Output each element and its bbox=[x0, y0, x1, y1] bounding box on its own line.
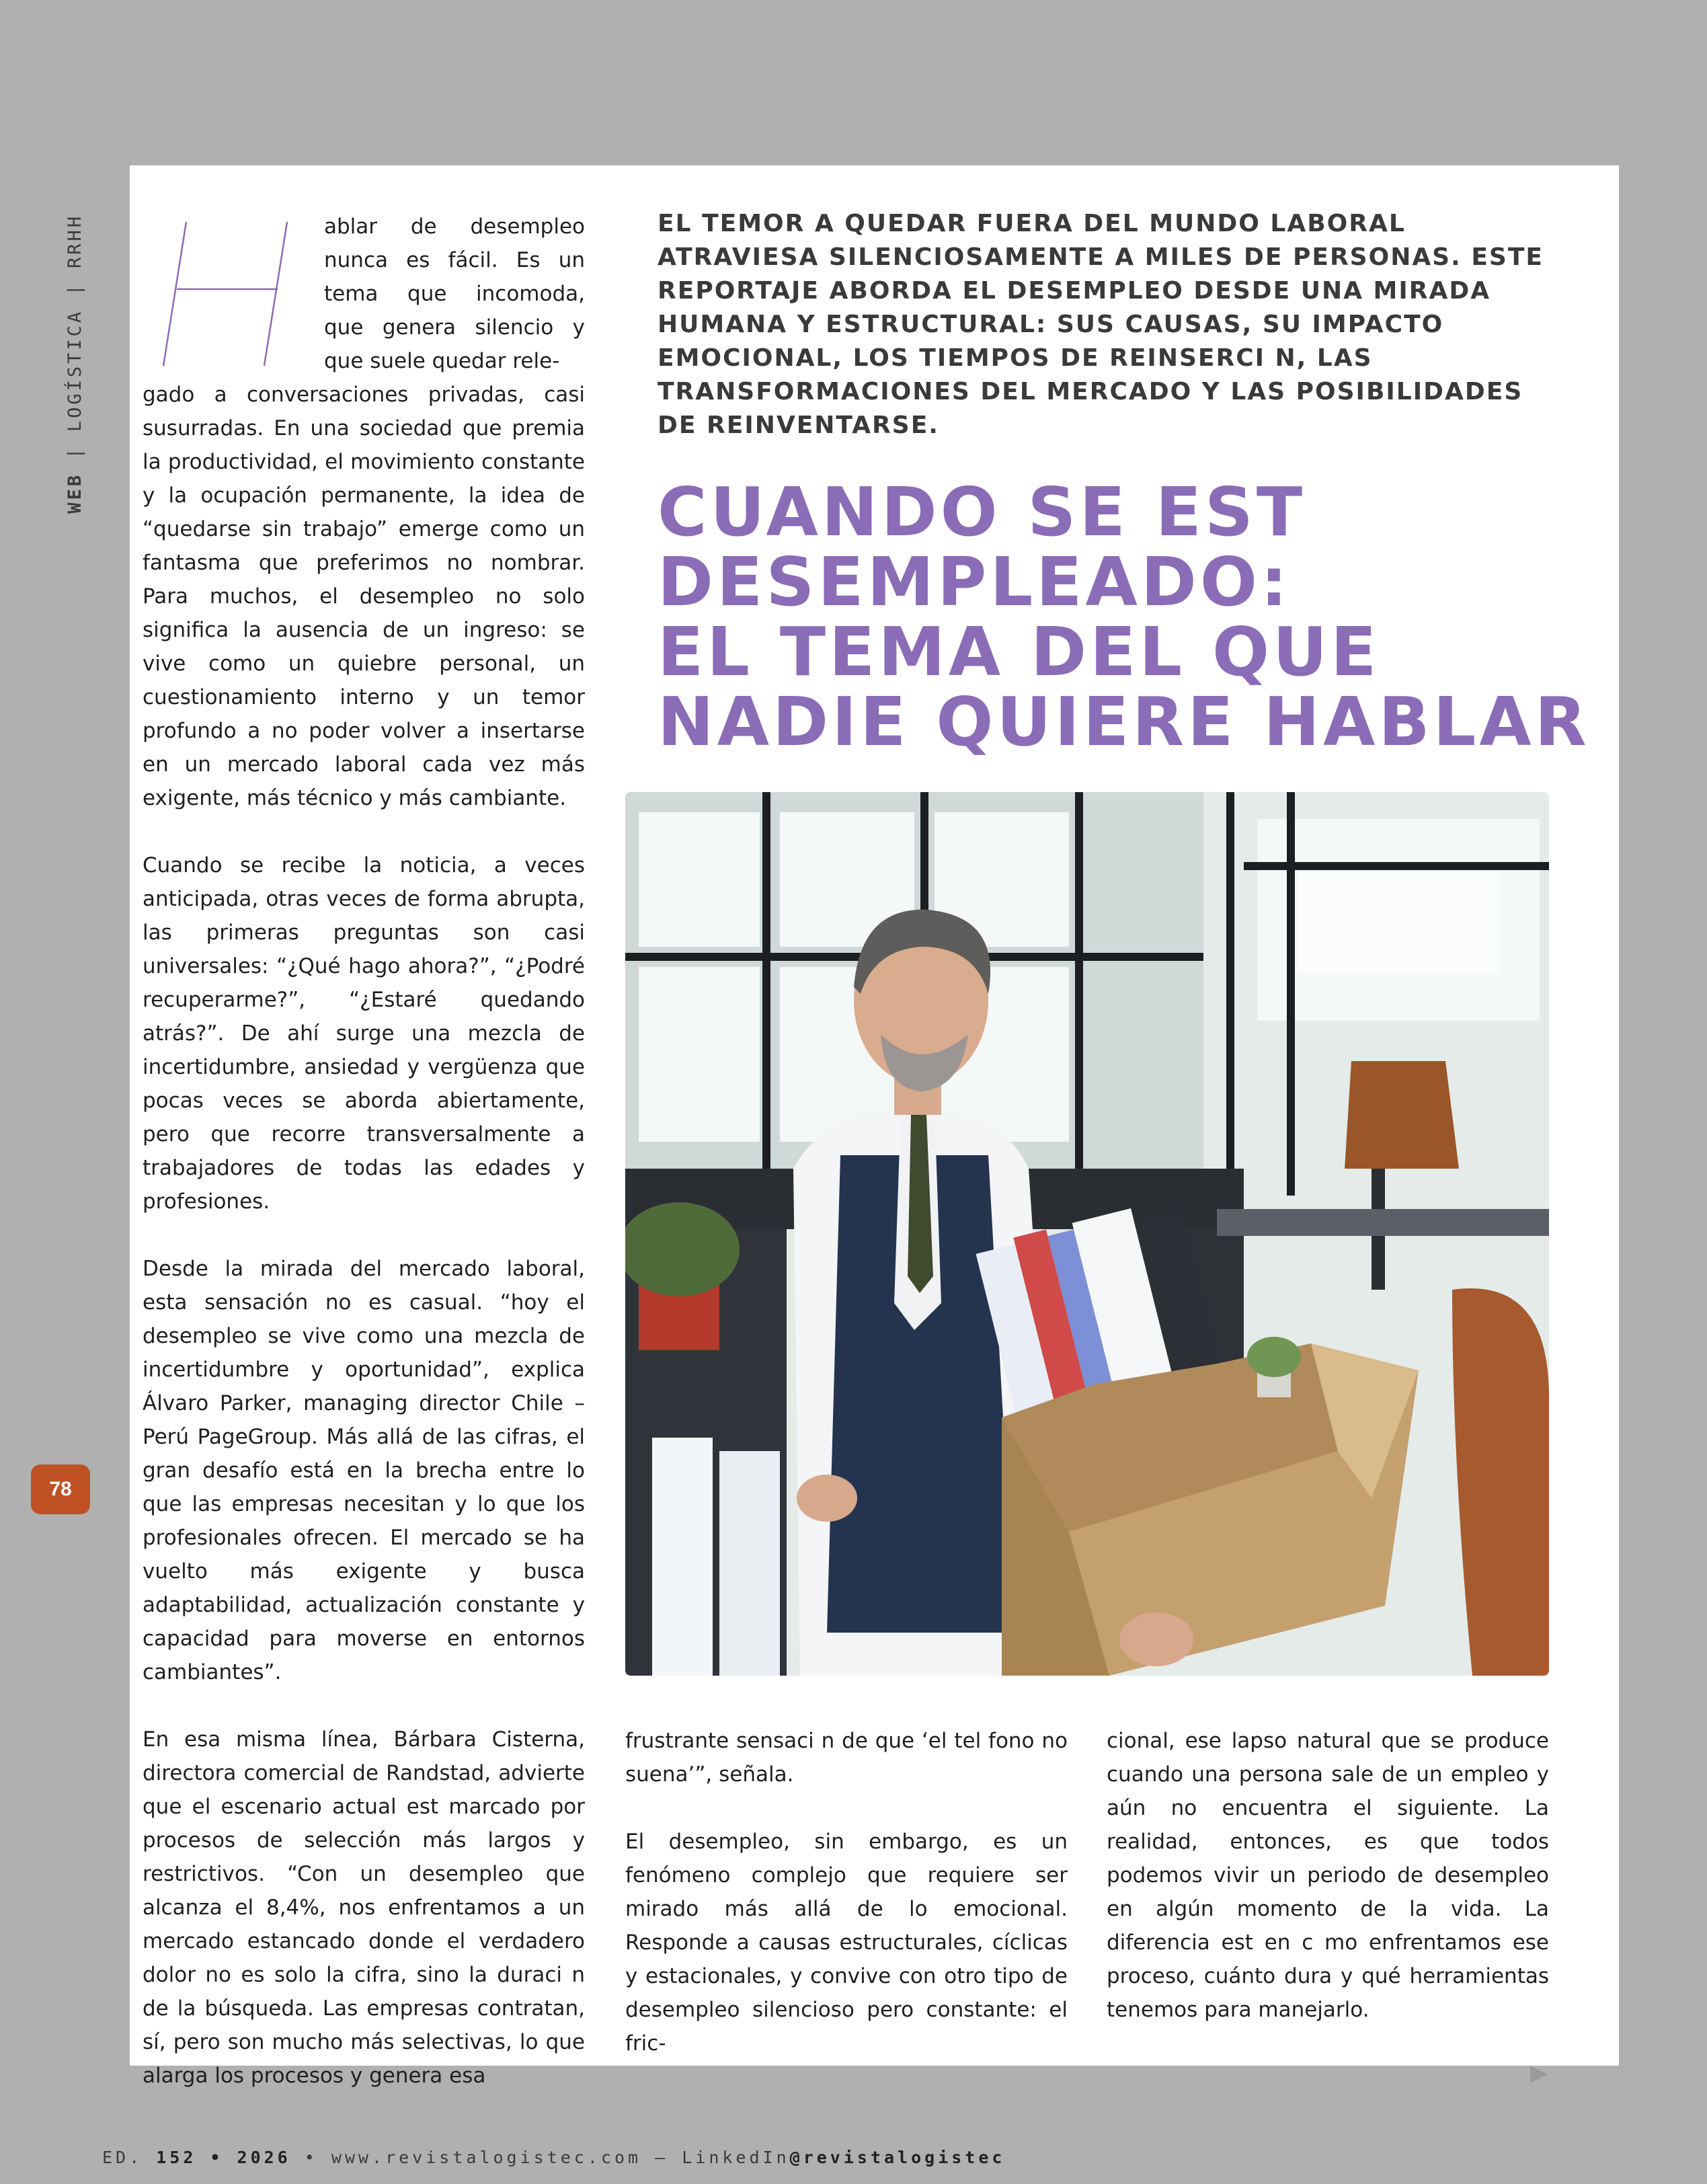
paragraph: Cuando se recibe la noticia, a veces anticipada, otras veces de forma abrupta, las primeras preguntas son casi universales: “¿Qué hago ahora?”, “¿Podré recuperarme?”, “¿Estaré quedando atrás?”. De ahí surge una mezcla de incertidumbre, ansiedad y vergüenza que pocas veces se aborda abiertamente, pero que recorre transversalmente a trabajadores de todas las edades y profesiones. bbox=[143, 853, 585, 1214]
section-web: WEB bbox=[65, 472, 85, 514]
headline-line: DESEMPLEADO: bbox=[658, 543, 1291, 621]
section-label bbox=[65, 214, 85, 514]
paragraph-intro-rest: gado a conversaciones privadas, casi susurradas. En una sociedad que premia la productividad, el movimiento constante y la ocupación permanente, la idea de “quedarse sin trabajo” emerge como un fantasma que preferimos no nombrar. Para muchos, el desempleo no solo significa la ausencia de un ingreso: se vive como un quiebre personal, un cuestionamiento interno y un temor profundo a no poder volver a insertarse en un mercado laboral cada vez más exigente, más técnico y más cambiante. bbox=[143, 383, 585, 810]
page-number-badge: 78 bbox=[31, 1465, 90, 1514]
paragraph: cional, ese lapso natural que se produce cuando una persona sale de un empleo y aún no encuentra el siguiente. La realidad, entonces, es que todos podemos vivir un periodo de desempleo en algún momento de la vida. La diferencia est en c mo enfrentamos ese proceso, cuánto dura y qué herramientas tenemos para manejarlo. bbox=[1107, 1729, 1549, 2022]
article-column-right bbox=[1107, 1724, 1549, 2027]
next-page-arrow-icon[interactable] bbox=[1530, 2066, 1548, 2083]
footer-issue: 152 • 2026 bbox=[156, 2148, 291, 2167]
footer-social-handle[interactable]: @revistalogistec bbox=[789, 2148, 1006, 2167]
paragraph bbox=[143, 210, 585, 815]
headline-line: NADIE QUIERE HABLAR bbox=[658, 682, 1590, 761]
paragraph: frustrante sensaci n de que ‘el tel fono no suena’”, señala. bbox=[625, 1729, 1068, 1787]
article-column-middle bbox=[625, 1724, 1068, 2060]
section-separator: | bbox=[65, 268, 85, 309]
footer-edition-label: ED. bbox=[102, 2148, 157, 2167]
paragraph-intro-lines: ablar de desempleo nunca es fácil. Es un tema que incomoda, que genera silencio y que suele quedar rele- bbox=[324, 214, 585, 373]
section-rrhh: RRHH bbox=[65, 214, 85, 269]
article-dek: EL TEMOR A QUEDAR FUERA DEL MUNDO LABORAL ATRAVIESA SILENCIOSAMENTE A MILES DE PERSONAS. ESTE REPORTAJE ABORDA EL DESEMPLEO DESDE UNA MIRADA HUMANA Y ESTRUCTURAL: SUS CAUSAS, SU IMPACTO EMOCIONAL, LOS TIEMPOS DE REINSERCI N, LAS TRANSFORMACIONES DEL MERCADO Y LAS POSIBILIDADES DE REINVENTARSE. bbox=[658, 210, 1544, 439]
article-column-left bbox=[143, 210, 585, 2093]
headline-line: CUANDO SE EST bbox=[658, 473, 1306, 551]
paragraph: El desempleo, sin embargo, es un fenómeno complejo que requiere ser mirado más allá de lo emocional. Responde a causas estructurales, cíclicas y estacionales, y convive con otro tipo de desempleo silencioso pero constante: el fric- bbox=[625, 1830, 1068, 2056]
headline-line: EL TEMA DEL QUE bbox=[658, 613, 1380, 691]
paragraph: En esa misma línea, Bárbara Cisterna, directora comercial de Randstad, advierte que el escenario actual est marcado por procesos de selección más largos y restrictivos. “Con un desempleo que alcanza el 8,4%, nos enfrentamos a un mercado estancado donde el verdadero dolor no es solo la cifra, sino la duraci n de la búsqueda. Las empresas contratan, sí, pero son mucho más selectivas, lo que alarga los procesos y genera esa bbox=[143, 1727, 585, 2088]
article-photo bbox=[625, 792, 1549, 1676]
office-man-with-box-illustration bbox=[625, 792, 1549, 1676]
page-footer bbox=[102, 2148, 1005, 2167]
paragraph: Desde la mirada del mercado laboral, esta sensación no es casual. “hoy el desempleo se vive como una mezcla de incertidumbre y oportunidad”, explica Álvaro Parker, managing director Chile – Perú PageGroup. Más allá de las cifras, el gran desafío está en la brecha entre lo que las empresas necesitan y lo que los profesionales ofrecen. El mercado se ha vuelto más exigente y busca adaptabilidad, actualización constante y capacidad para moverse en entornos cambiantes”. bbox=[143, 1257, 585, 1684]
section-logistica: LOGÍSTICA bbox=[65, 309, 85, 432]
footer-website[interactable]: • www.revistalogistec.com – LinkedIn bbox=[290, 2148, 790, 2167]
article-headline bbox=[658, 473, 1590, 761]
section-separator: | bbox=[65, 432, 85, 473]
